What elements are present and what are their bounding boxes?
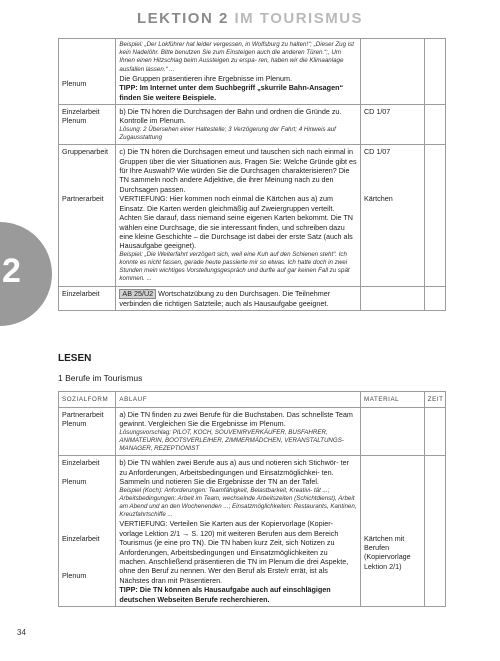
sozialform-label: [62, 468, 112, 477]
sozialform-label: [62, 60, 112, 69]
sozialform-label: Einzelarbeit: [62, 107, 100, 117]
material-cell: [360, 456, 424, 607]
sozialform-label: [62, 157, 112, 166]
ablauf-cell: [116, 105, 361, 145]
sozialform-label: Gruppenarbeit: [62, 147, 108, 157]
header-lektion: LEKTION 2: [136, 10, 229, 27]
material-label: [364, 505, 421, 514]
sozialform-cell: [59, 456, 116, 607]
sozialform-cell: [59, 105, 116, 145]
sozialform-cell: [59, 408, 116, 456]
workbook-reference: AB 25/Ü2: [119, 289, 156, 299]
procedure-table-bottom: [58, 391, 446, 607]
ablauf-paragraph: TIPP: Im Internet unter dem Suchbegriff „skurrile Bahn-Ansagen“ finden Sie weitere Beispiele.: [119, 83, 344, 102]
sozialform-label: [62, 524, 112, 533]
material-label: [364, 515, 421, 524]
material-label: [364, 477, 421, 486]
sozialform-label: Plenum: [62, 571, 87, 581]
ablauf-paragraph: Die Gruppen präsentieren ihre Ergebnisse im Plenum.: [119, 73, 292, 83]
sozialform-cell: [59, 145, 116, 286]
sozialform-label: [62, 552, 112, 561]
material-label: [364, 185, 421, 194]
sozialform-label: [62, 515, 112, 524]
page-header: [0, 10, 500, 27]
ablauf-paragraph: VERTIEFUNG: Hier kommen noch einmal die Kärtchen aus a) zum Einsatz. Die Karten werden gleichmäßig auf Zweiergruppen verteilt. Achten Sie darauf, dass niemand seine eigenen Karten bekommt. Die TN wählen eine Durchsage, die sie interessant finden, und schreiben dazu eine kleine Geschichte – die Durchsage ist dabei der erste Satz (auch als Hausaufgabe geeignet).: [119, 194, 353, 251]
ablauf-paragraph: b) Die TN hören die Durchsagen der Bahn und ordnen die Gründe zu. Kontrolle im Plenum.: [119, 107, 342, 126]
table-row: [59, 286, 446, 310]
sozialform-label: Plenum: [62, 116, 87, 126]
sozialform-label: [62, 562, 112, 571]
material-cell: [360, 39, 424, 105]
ablauf-paragraph: TIPP: Die TN können als Hausaufgabe auch auf einschlägigen deutschen Webseiten Berufe recherchieren.: [119, 585, 331, 604]
ablauf-paragraph: Beispiel: „Die Weiterfahrt verzögert sich, weil eine Kuh auf den Schienen steht“. Ich konnte es nicht fassen, gerade heute passierte mir so etwas. Ich hatte doch in zwei Stunden mein wichtiges Vorstellungsgespräch und durfte auf gar keinen Fall zu spät kommen. ...: [119, 250, 350, 283]
header-sozialform: SOZIALFORM: [59, 392, 116, 408]
sozialform-label: Partnerarbeit: [62, 194, 104, 204]
sozialform-label: Einzelarbeit: [62, 288, 100, 298]
ablauf-paragraph: VERTIEFUNG: Verteilen Sie Karten aus der Kopiervorlage (Kopier- vorlage Lektion 2/1 → S. 120) mit weiteren Berufen aus dem Bereich Tourismus (je eine pro TN). Die TN haben kurz Zeit, sich Notizen zu Anforderungen, Arbeitsbedingungen und Einsatzmöglichkeiten zu machen. Anschließend präsentieren die TN im Plenum die drei Aspekte, ohne den Beruf zu nennen. Wer den Beruf als Erste/r errät, ist als Nächstes dran mit Präsentieren.: [119, 519, 349, 585]
material-cell: [360, 105, 424, 145]
chapter-number: 2: [2, 252, 21, 290]
sozialform-label: [62, 543, 112, 552]
material-label: [364, 487, 421, 496]
material-label: [364, 157, 421, 166]
ablauf-cell: [116, 408, 361, 456]
material-label: CD 1/07: [363, 107, 391, 117]
sozialform-label: [62, 175, 112, 184]
table-row: [59, 145, 446, 286]
sozialform-label: [62, 487, 112, 496]
header-zeit: ZEIT: [424, 392, 445, 408]
material-label: [364, 524, 421, 533]
ablauf-cell: [116, 456, 361, 607]
material-label: [364, 468, 421, 477]
ablauf-paragraph: c) Die TN hören die Durchsagen erneut und tauschen sich nach einmal in Gruppen über die vier Situationen aus. Fragen Sie: Welche Gründe gibt es für Ihre Auswahl? Wie würden Sie die Durchsagen charakterisieren? Die TN sammeln noch andere Adjektive, die ihrer Meinung nach zu den Durchsagen passen.: [119, 147, 357, 194]
zeit-cell: [424, 105, 445, 145]
zeit-cell: [424, 456, 445, 607]
section-title: LESEN: [58, 353, 92, 364]
header-ablauf: ABLAUF: [116, 392, 361, 408]
sozialform-cell: [59, 39, 116, 105]
ablauf-paragraph: Beispiel (Koch): Anforderungen: Teamfähigkeit, Belastbarkeit, Kreativi- tät ...; Arbeitsbedingungen: Arbeit im Team, wechselnde Arbeitszeiten (Schichtdienst), Arbeit am Abend und an den Wochenenden ...; Einsatzmöglichkeiten: Restaurants, Kantinen, Kreuzfahrtschiffe ...: [119, 486, 357, 519]
ablauf-paragraph: Beispiel: „Der Lokführer hat leider vergessen, in Wolfsburg zu halten!“; „Dieser Zug ist kein Nadelöhr. Bitte benutzen Sie zum Einsteigen auch die anderen Türen.“;, Um Ihnen einen Hitzschlag beim Aussteigen zu erspa- ren, haben wir die Klimaanlage ausfallen lassen.“ ...: [119, 41, 354, 73]
ablauf-paragraph: a) Die TN finden zu zwei Berufe für die Buchstaben. Das schnellste Team gewinnt. Vergleichen Sie die Ergebnisse im Plenum.: [119, 410, 353, 429]
sozialform-label: Einzelarbeit: [62, 458, 100, 468]
zeit-cell: [424, 39, 445, 105]
sozialform-label: Plenum: [62, 78, 87, 88]
sozialform-label: [62, 505, 112, 514]
table-row: [59, 456, 446, 607]
header-topic: IM TOURISMUS: [234, 10, 364, 27]
ablauf-cell: [116, 286, 361, 310]
table-row: [59, 408, 446, 456]
sozialform-label: [62, 41, 112, 50]
page-number: 34: [17, 628, 26, 637]
material-label: Kärtchen: [363, 194, 393, 204]
ablauf-paragraph: b) Die TN wählen zwei Berufe aus a) aus und notieren sich Stichwör- ter zu Anforderungen, Arbeitsbedingungen und Einsatzmöglichkei- ten. Sammeln und notieren Sie die Ergebnisse der TN an der Tafel.: [119, 458, 349, 487]
section-subtitle: 1 Berufe im Tourismus: [58, 373, 143, 383]
material-label: CD 1/07: [363, 147, 391, 157]
material-cell: [360, 286, 424, 310]
procedure-table-top: [58, 38, 446, 311]
ablauf-paragraph: Lösung: 2 Übersehen einer Haltestelle; 3 Verzögerung der Fahrt; 4 Hinweis auf Zugausstattung: [119, 125, 336, 142]
sozialform-label: [62, 50, 112, 59]
ablauf-paragraph: Wortschatzübung zu den Durchsagen. Die Teilnehmer verbinden die richtigen Satzteile; auch als Hausaufgabe geeignet.: [119, 288, 331, 308]
sozialform-label: [62, 185, 112, 194]
material-cell: [360, 145, 424, 286]
material-label: [364, 458, 421, 467]
zeit-cell: [424, 286, 445, 310]
ablauf-paragraph: Lösungsvorschlag: PILOT, KOCH, SOUVENIRVERKÄUFER, BUSFAHRER, ANIMATEURIN, BOOTSVERLEIHER, ZIMMERMÄDCHEN, VERANSTALTUNGS- MANAGER, REZEPTIONIST: [119, 428, 344, 453]
procedure-table-top-body: [59, 39, 446, 311]
sozialform-label: Plenum: [62, 477, 87, 487]
sozialform-label: Partnerarbeit: [62, 410, 104, 419]
sozialform-label: Einzelarbeit: [62, 533, 100, 543]
sozialform-label: [62, 496, 112, 505]
ablauf-cell: [116, 145, 361, 286]
table-row: [59, 105, 446, 145]
procedure-table-bottom-body: [59, 408, 446, 607]
material-label: [364, 175, 421, 184]
zeit-cell: [424, 145, 445, 286]
sozialform-label: Plenum: [62, 419, 87, 429]
table-row: [59, 39, 446, 105]
table-header-row: [59, 392, 446, 408]
header-material: MATERIAL: [360, 392, 424, 408]
material-label: [364, 496, 421, 505]
material-label: Kärtchen mit Berufen (Kopiervorlage Lektion 2/1): [363, 533, 411, 571]
ablauf-cell: [116, 39, 361, 105]
sozialform-label: [62, 69, 112, 78]
zeit-cell: [424, 408, 445, 456]
material-label: [364, 166, 421, 175]
sozialform-cell: [59, 286, 116, 310]
sozialform-label: [62, 166, 112, 175]
material-cell: [360, 408, 424, 456]
